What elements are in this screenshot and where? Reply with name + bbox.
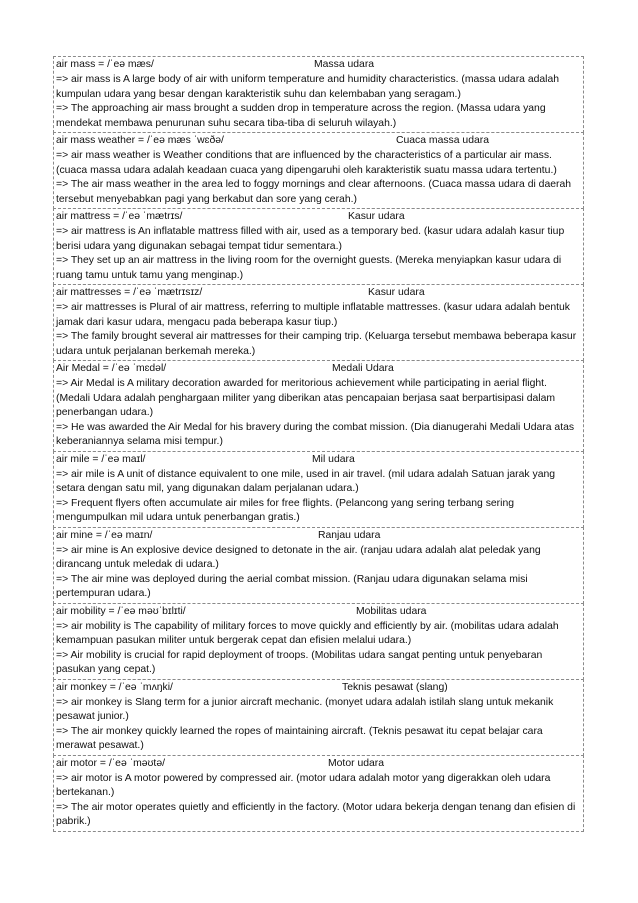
entry-example: => The air motor operates quietly and efficiently in the factory. (Motor udara bekerja dengan tenang dan efisien di pabrik.)	[56, 801, 576, 827]
dictionary-entry	[53, 208, 584, 285]
entry-header	[56, 286, 582, 301]
entry-term: air mattress = /ˈeə ˈmætrɪs/	[56, 211, 183, 222]
entry-term: air motor = /ˈeə ˈməʊtə/	[56, 757, 165, 769]
entry-translation: Kasur udara	[368, 287, 425, 298]
entry-translation: Medali Udara	[332, 363, 394, 374]
entry-header	[56, 362, 582, 377]
dictionary-entry	[53, 527, 584, 604]
entry-translation: Kasur udara	[348, 211, 405, 222]
entry-header	[56, 529, 582, 544]
dictionary-document	[53, 57, 584, 832]
entry-header	[56, 605, 582, 620]
dictionary-entry	[53, 755, 584, 832]
entry-translation: Mil udara	[312, 453, 355, 465]
entry-example: => The air monkey quickly learned the ropes of maintaining aircraft. (Teknis pesawat itu cepat belajar cara merawat pesawat.)	[56, 725, 543, 751]
entry-example: => They set up an air mattress in the living room for the overnight guests. (Mereka menyiapkan kasur udara di ruang tamu untuk tamu yang menginap.)	[56, 255, 562, 281]
entry-example: => The family brought several air mattresses for their camping trip. (Keluarga tersebut membawa beberapa kasur udara untuk perjalanan berkemah mereka.)	[56, 331, 577, 357]
entry-term: Air Medal = /ˈeə ˈmɛdəl/	[56, 363, 167, 374]
entry-example: => Frequent flyers often accumulate air miles for free flights. (Pelancong yang sering terbang sering mengumpulkan mil udara untuk penerbangan gratis.)	[56, 497, 515, 523]
dictionary-entry	[53, 679, 584, 756]
entry-example: => The approaching air mass brought a sudden drop in temperature across the region. (Massa udara yang mendekat membawa penurunan suhu secara tiba-tiba di seluruh wilayah.)	[56, 103, 546, 129]
entry-translation: Ranjau udara	[318, 529, 381, 541]
entry-definition: => air mass is A large body of air with uniform temperature and humidity characteristics. (massa udara adalah kumpulan udara yang besar dengan karakteristik suhu dan kelembaban yang seragam.)	[56, 74, 560, 100]
entry-definition: => air mass weather is Weather conditions that are influenced by the characteristics of a particular air mass. (cuaca massa udara adalah keadaan cuaca yang dipengaruhi oleh karakteristik suatu massa udara tertentu.)	[56, 150, 557, 176]
dictionary-entry	[53, 56, 584, 133]
entry-example: => The air mass weather in the area led to foggy mornings and clear afternoons. (Cuaca massa udara di daerah tersebut menyebabkan pagi yang berkabut dan sore yang cerah.)	[56, 179, 572, 205]
entry-translation: Teknis pesawat (slang)	[342, 681, 448, 693]
entry-definition: => air mine is An explosive device designed to detonate in the air. (ranjau udara adalah alat peledak yang dirancang untuk meledak di udara.)	[56, 544, 541, 570]
entry-example: => Air mobility is crucial for rapid deployment of troops. (Mobilitas udara sangat penting untuk penyebaran pasukan yang cepat.)	[56, 649, 543, 675]
entry-header	[56, 681, 582, 696]
entry-term: air mattresses = /ˈeə ˈmætrɪsɪz/	[56, 287, 203, 298]
dictionary-entry	[53, 360, 584, 452]
entry-header	[56, 58, 582, 73]
dictionary-entry	[53, 132, 584, 209]
dictionary-entry	[53, 284, 584, 361]
entry-definition: => air mobility is The capability of military forces to move quickly and efficiently by air. (mobilitas udara adalah kemampuan pasukan militer untuk bergerak cepat dan efisien melalui udara.)	[56, 620, 559, 646]
entry-header	[56, 757, 582, 772]
entry-header	[56, 453, 582, 468]
entry-definition: => air mattresses is Plural of air mattress, referring to multiple inflatable mattresses. (kasur udara adalah bentuk jamak dari kasur udara, mengacu pada beberapa kasur tiup.)	[56, 302, 570, 328]
entry-translation: Cuaca massa udara	[396, 135, 489, 146]
entry-header	[56, 210, 582, 225]
entry-translation: Massa udara	[314, 59, 375, 70]
dictionary-entry	[53, 603, 584, 680]
entry-example: => He was awarded the Air Medal for his bravery during the combat mission. (Dia dianugerahi Medali Udara atas keberaniannya selama misi tempur.)	[56, 421, 575, 447]
entry-definition: => air mattress is An inflatable mattress filled with air, used as a temporary bed. (kasur udara adalah kasur tiup berisi udara yang digunakan sebagai tempat tidur sementara.)	[56, 226, 565, 252]
entry-translation: Mobilitas udara	[356, 605, 427, 617]
entry-term: air mobility = /ˈeə məʊˈbɪlɪti/	[56, 605, 186, 617]
dictionary-entry	[53, 451, 584, 528]
entry-definition: => air motor is A motor powered by compressed air. (motor udara adalah motor yang digerakkan oleh udara bertekanan.)	[56, 772, 551, 798]
entry-term: air mass weather = /ˈeə mæs ˈwɛðə/	[56, 135, 224, 146]
entry-definition: => air mile is A unit of distance equivalent to one mile, used in air travel. (mil udara adalah Satuan jarak yang setara dengan satu mil, yang digunakan dalam perjalanan udara.)	[56, 468, 556, 494]
entry-translation: Motor udara	[328, 757, 385, 769]
entry-term: air mile = /ˈeə maɪl/	[56, 453, 146, 465]
entry-term: air monkey = /ˈeə ˈmʌŋki/	[56, 681, 173, 693]
entry-header	[56, 134, 582, 149]
entry-definition: => Air Medal is A military decoration awarded for meritorious achievement while participating in aerial flight. (Medali Udara adalah penghargaan militer yang diberikan atas pencapaian berjasa saat berpartisipasi dalam penerbangan udara.)	[56, 378, 556, 418]
entry-example: => The air mine was deployed during the aerial combat mission. (Ranjau udara digunakan selama misi pertempuran udara.)	[56, 573, 528, 599]
entry-term: air mine = /ˈeə maɪn/	[56, 529, 153, 541]
entry-definition: => air monkey is Slang term for a junior aircraft mechanic. (monyet udara adalah istilah slang untuk mekanik pesawat junior.)	[56, 696, 554, 722]
entry-term: air mass = /ˈeə mæs/	[56, 59, 154, 70]
